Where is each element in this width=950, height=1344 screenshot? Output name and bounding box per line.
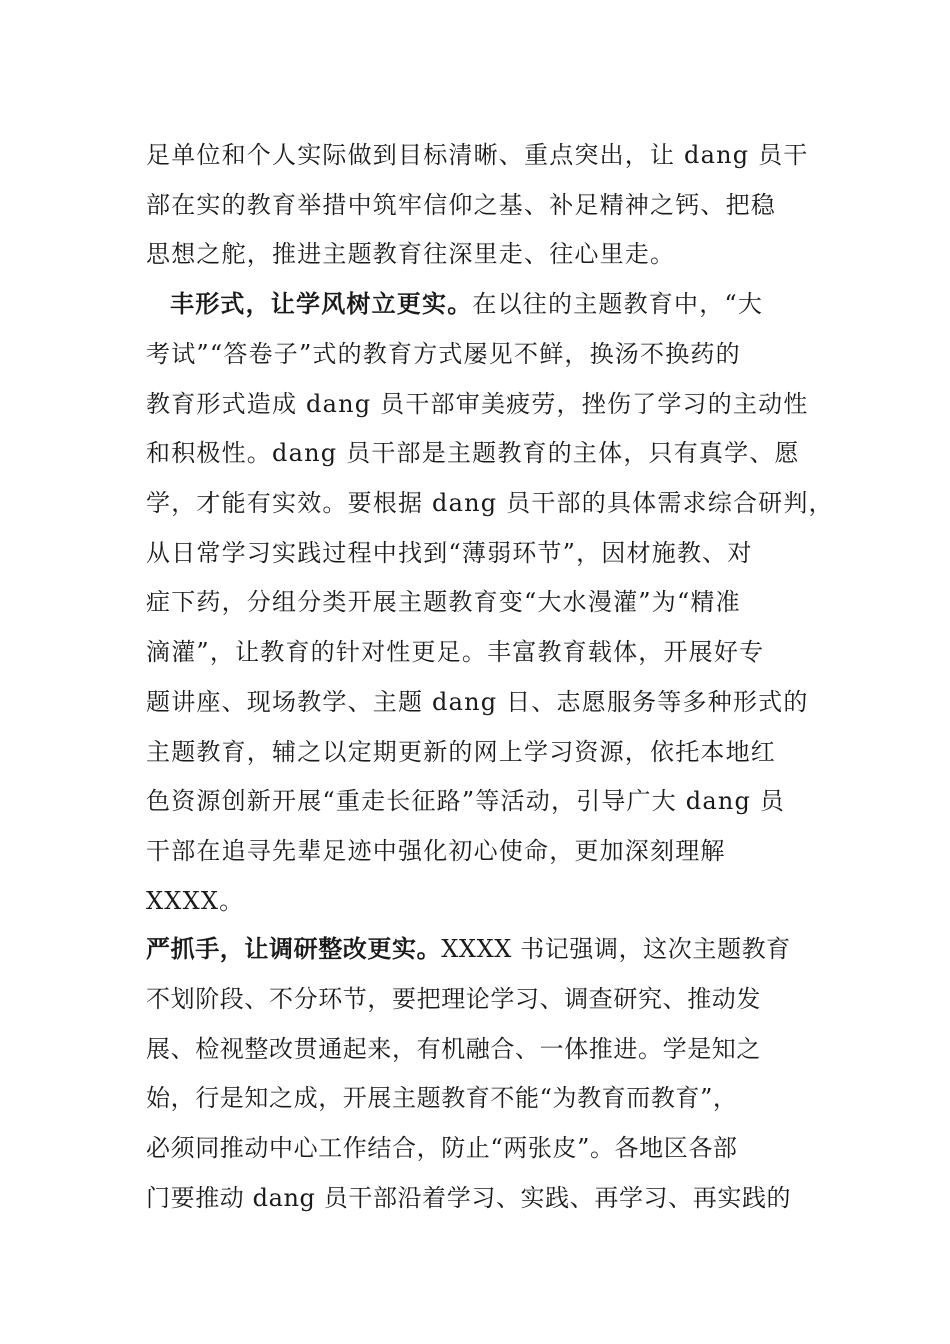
paragraph-1-line-1: 足单位和个人实际做到目标清晰、重点突出，让 dang 员干 <box>146 141 809 169</box>
paragraph-2-heading: 丰形式，让学风树立更实。 <box>170 289 473 318</box>
paragraph-2-first-line <box>170 289 763 319</box>
paragraph-3-line-1: XXXX 书记强调，这次主题教育 <box>441 935 791 963</box>
paragraph-3-line-6: 门要推动 dang 员干部沿着学习、实践、再学习、再实践的 <box>146 1184 792 1212</box>
paragraph-2-line-13: XXXX。 <box>146 887 245 915</box>
paragraph-2-line-9: 题讲座、现场教学、主题 dang 日、志愿服务等多种形式的 <box>146 688 809 716</box>
paragraph-2-line-8: 滴灌”，让教育的针对性更足。丰富教育载体，开展好专 <box>146 638 765 666</box>
paragraph-3-line-2: 不划阶段、不分环节，要把理论学习、调查研究、推动发 <box>146 985 761 1013</box>
paragraph-2-line-3: 教育形式造成 dang 员干部审美疲劳，挫伤了学习的主动性 <box>146 390 809 418</box>
paragraph-2-line-12: 干部在追寻先辈足迹中强化初心使命，更加深刻理解 <box>146 837 726 865</box>
paragraph-3-line-5: 必须同推动中心工作结合，防止“两张皮”。各地区各部 <box>146 1134 738 1162</box>
paragraph-2-line-7: 症下药，分组分类开展主题教育变“大水漫灌”为“精准 <box>146 588 741 616</box>
paragraph-2-line-11: 色资源创新开展“重走长征路”等活动，引导广大 dang 员 <box>146 787 786 815</box>
paragraph-3-line-3: 展、检视整改贯通起来，有机融合、一体推进。学是知之 <box>146 1035 761 1063</box>
paragraph-2-line-6: 从日常学习实践过程中找到“薄弱环节”，因材施教、对 <box>146 539 753 567</box>
paragraph-2-line-10: 主题教育，辅之以定期更新的网上学习资源，依托本地红 <box>146 738 776 766</box>
paragraph-2-line-2: 考试”“答卷子”式的教育方式屡见不鲜，换汤不换药的 <box>146 340 741 368</box>
paragraph-3-first-line <box>146 934 791 964</box>
paragraph-3-heading: 严抓手，让调研整改更实。 <box>146 934 442 963</box>
paragraph-2-line-5: 学，才能有实效。要根据 dang 员干部的具体需求综合研判， <box>146 489 834 517</box>
paragraph-3-line-4: 始，行是知之成，开展主题教育不能“为教育而教育”， <box>146 1084 738 1112</box>
paragraph-2-line-4: 和积极性。dang 员干部是主题教育的主体，只有真学、愿 <box>146 439 800 467</box>
paragraph-2-line-1: 在以往的主题教育中，“大 <box>472 290 764 318</box>
paragraph-1-line-3: 思想之舵，推进主题教育往深里走、往心里走。 <box>146 240 676 268</box>
paragraph-1-line-2: 部在实的教育举措中筑牢信仰之基、补足精神之钙、把稳 <box>146 191 776 219</box>
